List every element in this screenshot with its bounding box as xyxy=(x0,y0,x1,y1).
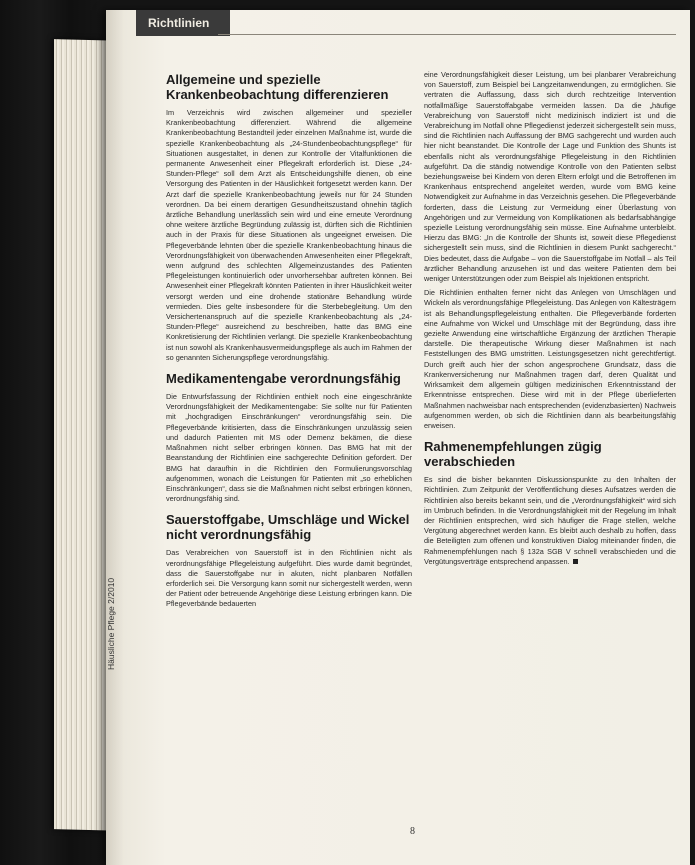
right-column xyxy=(424,70,676,571)
header-rule xyxy=(218,34,676,35)
heading-sauerstoffgabe: Sauerstoffgabe, Umschläge und Wickel nicht verordnungsfähig xyxy=(166,512,410,543)
paragraph: Im Verzeichnis wird zwischen allgemeiner und spezieller Krankenbeobachtung differenziert. Während die allgemeine Krankenbeobachtung Bestandteil jeder einzelnen Maßnahme ist, wurde die spezielle Krankenbeobachtung als „24-Stundenbeobachtungspflege“ für Situationen ausgestaltet, in denen zur Kontrolle der Vitalfunktionen die permanente Anwesenheit einer Pflegekraft erforderlich ist. Diese „24-Stunden-Pflege“ soll dem Arzt als Entscheidungshilfe dienen, ob eine Versorgung des Patienten in der Häuslichkeit fortgesetzt werden kann. Der Arzt darf die spezielle Krankenbeobachtung jeweils nur für 24 Stunden verordnen. Da bei einem derartigen Gesundheitszustand ohnehin täglich ärztliche Behandlung unerlässlich sein wird und eine erneute Verordnung ohne weitere ärztliche Begründung zulässig ist, dürften sich die Richtlinien auch in der Praxis für diese Situationen als ungeeignet erweisen. Die Pflegeverbände lehnten über die spezielle Krankenbeobachtung hinaus die Verordnungsfähigkeit von überwachenden Anwesenheiten einer Pflegekraft, wenn aufgrund des schlechten Allgemeinzustandes des Patienten Pflegeleistungen kontinuierlich oder unvorhersehbar auftreten können. Bei Anwesenheit einer Pflegekraft könnten Patienten in ihrer Häuslichkeit weiter versorgt werden und eine drohende stationäre Behandlung würde vermieden. Dies gelte insbesondere für die Sterbebegleitung. Um den Versichertenanspruch auf die spezielle Krankenbeobachtung als „24-Stunden-Pflege“ ausreichend zu beschreiben, hatte das BMG eine Konkretisierung der Richtlinien verlangt. Die spezielle Krankenbeobachtung ist nun sowohl als Krankenhausvermeidungspflege als auch im Rahmen der so genannten Sicherungspflege verordnungsfähig. xyxy=(166,108,412,362)
heading-rahmenempfehlungen: Rahmenempfehlungen zügig verabschieden xyxy=(424,439,602,470)
paragraph: Die Richtlinien enthalten ferner nicht das Anlegen von Umschlägen und Wickeln als verordnungsfähige Pflegeleistung. Das Anlegen von Kältesträgern ist als Behandlungspflegeleistung enthalten. Die Pflegeverbände forderten eine Aufnahme von Wickel und Umschläge mit der Begründung, dass ihre gezielte Anwendung eine wirtschaftliche Ergänzung der ärztlichen Therapie darstelle. Die therapeutische Wirkung dieser Maßnahmen ist nach Feststellungen des BMG umstritten. Leistungsgesetzen nicht gerechtfertigt. Durch greift auch hier der schon angesprochene Grundsatz, dass die Krankenversicherung nur Maßnahmen tragen darf, deren Qualität und Wirksamkeit dem allgemein gültigen medizinischen Erkenntnisstand der Erkenntnisse entsprechen. Diese wird mit in der Pflege überlieferten Maßnahmen nachweisbar nach entsprechenden (evidenzbasierten) Nachweis aufgenommen werden, ob sich die Richtlinien dann als bearbeitungsfähig erweisen. xyxy=(424,288,676,430)
heading-krankenbeobachtung: Allgemeine und spezielle Krankenbeobachtung differenzieren xyxy=(166,72,389,102)
page-number: 8 xyxy=(410,826,415,837)
heading-medikamentengabe: Medikamentengabe verordnungsfähig xyxy=(166,371,401,387)
paragraph: eine Verordnungsfähigkeit dieser Leistung, um bei planbarer Verabreichung von Sauerstoff, zum Beispiel bei Langzeitanwendungen, zu ermöglichen. Sie vertraten die Auffassung, dass sich durch rechtzeitige Intervention notfallmäßige Sauerstoffabgabe vermeiden lassen. Da die „häufige Verabreichung von Sauerstoff nicht medizinisch indiziert ist und die Verabreichung im Notfall ohne Pflegedienst jederzeit sichergestellt sein muss, sind die Richtlinien nach Auffassung der BMG sachgerecht und wurden auch hier nicht beanstandet. Die Kontrolle der Lage und Funktion des Shunts ist ebenfalls nicht als verordnungsfähige Pflegeleistung in den Richtlinien aufgeführt. Da die ständig notwendige Kontrolle von den Patienten selbst beziehungsweise bei Kindern von deren Eltern erfolgt und die Betroffenen im Krankenhaus entsprechend angeleitet werden, wurde vom BMG keine Notwendigkeit zur Aufnahme in das Verzeichnis gesehen. Die Pflegeverbände forderten, dass die Leistung zur Vermeidung einer Überlastung von Angehörigen und zur Vermeidung von Komplikationen als bedarfsabhängige spezielle Leistung verordnungsfähig sein müsse. Eine Aufnahme unterbleibt. Hierzu das BMG: „In die Kontrolle der Shunts ist, soweit diese Pflegedienst sichergestellt sein muss, sind die Richtlinien in diesem Punkt sachgerecht.“ Dies bedeutet, dass die Aufgabe – von die Sauerstoffgabe im Notfall – als Teil ärztlicher Behandlung anzusehen ist und das weitere Patienten dem bei weniger Unterstützungen oder zum Beispiel als Injektionen entspricht. xyxy=(424,70,676,284)
paragraph: Die Entwurfsfassung der Richtlinien enthielt noch eine eingeschränkte Verordnungsfähigkeit der Medikamentengabe: Sie sollte nur für Patienten mit „hochgradigen Einschränkungen“ verordnungsfähig sein. Die Pflegeverbände kritisierten, dass die Einschränkungen unzulässig seien und dadurch Patienten mit MS oder Demenz bekämen, die diese Maßnahmen nicht selber erbringen können. Das BMG hat mit der Beanstandung der Richtlinien eine sachgerechte Definition gefordert. Der BMG hat daraufhin in die Richtlinien den Formulierungsvorschlag aufgenommen, wonach die Leistungen für Patienten mit „so erheblichen Einschränkungen“, dass sie die Maßnahmen nicht selbst erbringen können, verordnungsfähig sind. xyxy=(166,392,412,504)
paragraph-text: Es sind die bisher bekannten Diskussionspunkte zu den Inhalten der Richtlinien. Zum Zeitpunkt der Veröffentlichung dieses Aufsatzes werden die Richtlinien also bereits bekannt sein, und die „Verordnungsfähigkeit“ wird sich im Umbruch befinden. In die Verordnungsfähigkeit mit der Regelung im Inhalt der Richtlinien entsprechen, wird sich häufiger die Frage stellen, welche Vergütung abgerechnet werden kann. Es bleibt auch deshalb zu hoffen, dass die Beteiligten zum offenen und konstruktiven Dialog miteinander finden, die Rahmenempfehlungen nach § 132a SGB V schnell verabschieden und die Vergütungsverträge entsprechend anpassen. xyxy=(424,475,676,566)
paragraph-final xyxy=(424,475,676,567)
magazine-page xyxy=(106,10,690,865)
journal-side-label: Häusliche Pflege 2/2010 xyxy=(106,577,116,670)
end-of-article-mark xyxy=(573,559,578,564)
section-tab: Richtlinien xyxy=(136,10,230,36)
paragraph: Das Verabreichen von Sauerstoff ist in den Richtlinien nicht als verordnungsfähige Pflegeleistung aufgeführt. Dies wurde damit begründet, dass die Sauerstoffgabe nur in akuten, nicht planbaren Notfällen erforderlich sei. Die Versorgung kann somit nur sichergestellt werden, wenn der Patient oder betreuende Angehörige diese Leistung erbringen kann. Die Pflegeverbände bedauerten xyxy=(166,548,412,609)
left-column xyxy=(166,72,412,614)
